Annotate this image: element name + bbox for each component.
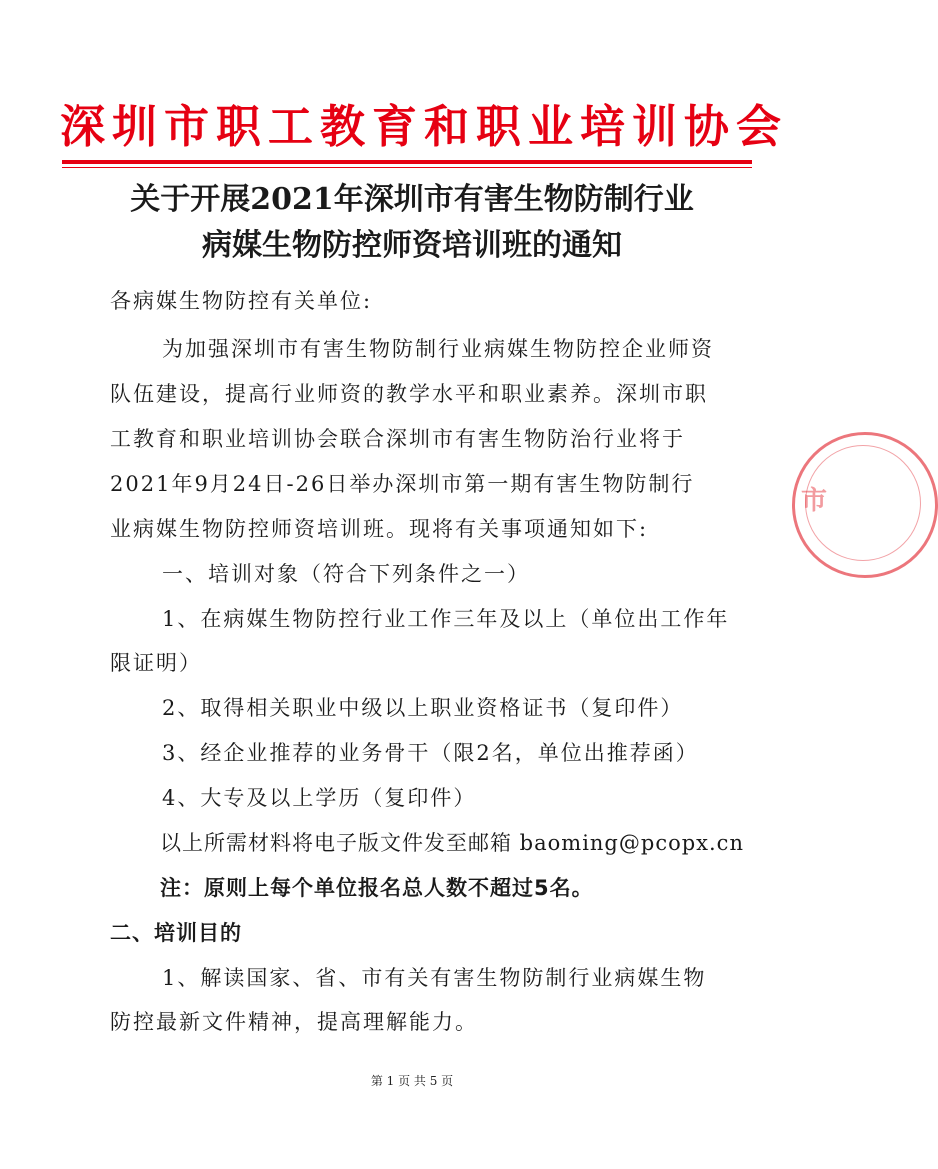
registration-note: 注：原则上每个单位报名总人数不超过5名。 [160,876,594,900]
paragraph-line: 2021年9月24日-26日举办深圳市第一期有害生物防制行 [110,472,695,496]
paragraph-line: 为加强深圳市有害生物防制行业病媒生物防控企业师资 [162,337,714,361]
section-heading-training-goals: 二、培训目的 [110,921,242,945]
letterhead-rule-thin [62,167,752,168]
list-item-continuation: 限证明） [110,651,202,675]
section-heading-training-targets: 一、培训对象（符合下列条件之一） [162,562,530,586]
list-item: 2、取得相关职业中级以上职业资格证书（复印件） [162,696,684,720]
organization-letterhead: 深圳市职工教育和职业培训协会 [60,100,789,153]
list-item: 3、经企业推荐的业务骨干（限2名，单位出推荐函） [162,741,699,765]
official-seal-stamp [792,432,938,578]
list-item: 1、解读国家、省、市有关有害生物防制行业病媒生物 [162,966,707,990]
letterhead-rule-thick [62,160,752,164]
list-item-continuation: 防控最新文件精神，提高理解能力。 [110,1010,478,1034]
page-number: 第 1 页 共 5 页 [370,1074,454,1088]
email-instruction: 以上所需材料将电子版文件发至邮箱 baoming@pcopx.cn [160,831,744,855]
document-title-line-1: 关于开展2021年深圳市有害生物防制行业 [130,182,694,217]
document-title-line-2: 病媒生物防控师资培训班的通知 [202,228,622,263]
list-item: 1、在病媒生物防控行业工作三年及以上（单位出工作年 [162,607,730,631]
salutation: 各病媒生物防控有关单位: [110,289,373,313]
paragraph-line: 队伍建设，提高行业师资的教学水平和职业素养。深圳市职 [110,382,708,406]
paragraph-line: 工教育和职业培训协会联合深圳市有害生物防治行业将于 [110,427,685,451]
official-seal-mark: 市 [801,486,828,516]
list-item: 4、大专及以上学历（复印件） [162,786,477,810]
paragraph-line: 业病媒生物防控师资培训班。现将有关事项通知如下: [110,517,649,541]
